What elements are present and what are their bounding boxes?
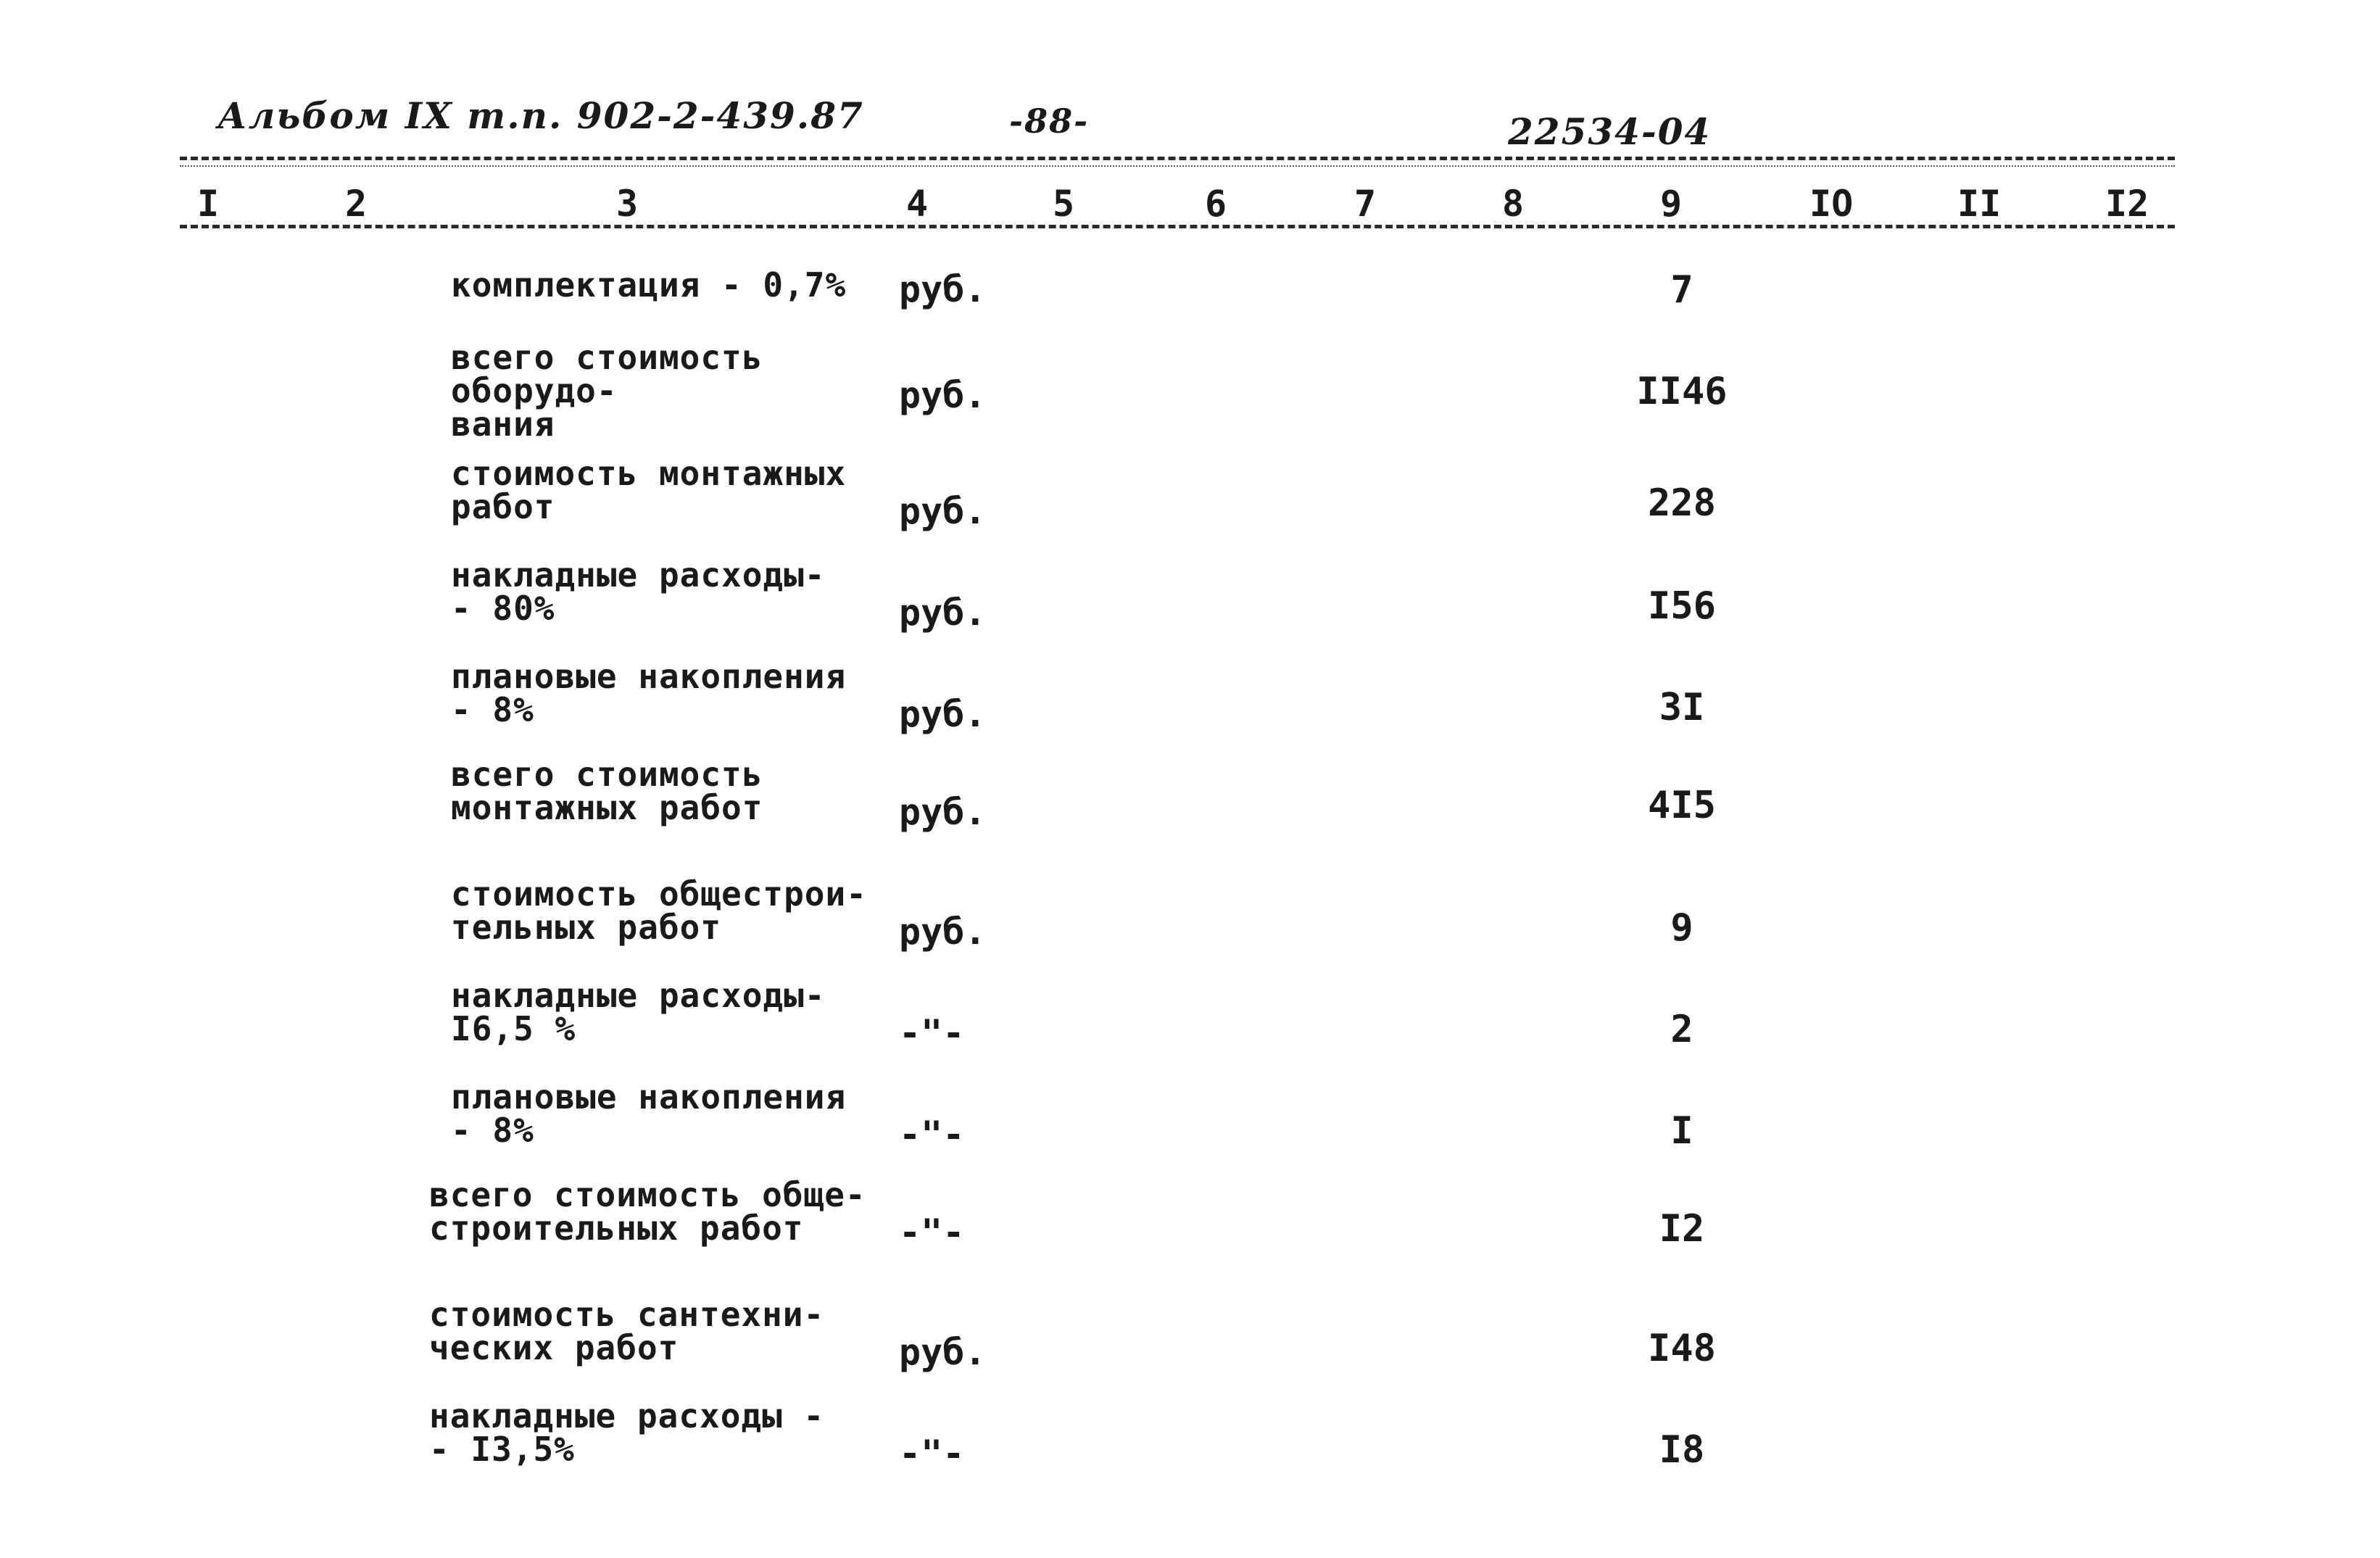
row-unit: руб. — [899, 490, 987, 532]
document-code: 22534-04 — [1508, 110, 1712, 153]
row-value: 2 — [1670, 1008, 1693, 1051]
row-value: 3I — [1659, 686, 1705, 729]
row-value: II46 — [1636, 370, 1728, 413]
column-number-6: 6 — [1205, 183, 1227, 225]
page-number: -88- — [1009, 101, 1090, 141]
column-number-3: 3 — [616, 183, 639, 225]
row-unit: -"- — [899, 1211, 965, 1254]
row-description: комплектация - 0,7% — [451, 265, 847, 304]
row-unit: -"- — [899, 1433, 965, 1475]
column-number-7: 7 — [1354, 183, 1377, 225]
row-unit: руб. — [899, 1331, 987, 1373]
column-number-11: II — [1957, 183, 2002, 225]
row-value: 4I5 — [1648, 784, 1716, 827]
row-unit: руб. — [899, 693, 987, 735]
row-description: накладные расходы - - I3,5% — [429, 1396, 825, 1469]
row-description: плановые накопления - 8% — [451, 1077, 847, 1150]
row-unit: руб. — [899, 592, 987, 634]
row-value: I2 — [1659, 1207, 1705, 1251]
column-number-2: 2 — [345, 183, 368, 225]
column-number-9: 9 — [1660, 183, 1683, 225]
row-description: всего стоимость обще- строительных работ — [429, 1175, 866, 1248]
column-number-4: 4 — [906, 183, 929, 225]
column-number-12: I2 — [2105, 183, 2149, 225]
row-value: I56 — [1648, 584, 1716, 628]
row-description: накладные расходы- I6,5 % — [451, 976, 826, 1048]
row-value: I8 — [1659, 1428, 1705, 1472]
column-number-5: 5 — [1053, 183, 1075, 225]
row-description: всего стоимость оборудо- вания — [451, 338, 763, 444]
row-unit: -"- — [899, 1012, 965, 1054]
column-number-8: 8 — [1502, 183, 1525, 225]
row-description: всего стоимость монтажных работ — [451, 755, 763, 827]
row-value: 7 — [1670, 268, 1693, 312]
column-number-1: I — [197, 183, 220, 225]
column-number-10: IO — [1809, 183, 1854, 225]
row-description: накладные расходы- - 80% — [451, 555, 826, 628]
album-reference: Альбом IX т.п. 902-2-439.87 — [217, 94, 864, 137]
header-rule — [180, 157, 2175, 160]
row-description: стоимость монтажных работ — [451, 454, 847, 526]
row-value: I48 — [1648, 1327, 1716, 1370]
row-value: I — [1670, 1109, 1693, 1153]
row-unit: руб. — [899, 791, 987, 833]
row-unit: руб. — [899, 911, 987, 953]
row-unit: -"- — [899, 1114, 965, 1156]
row-value: 9 — [1670, 906, 1693, 950]
row-description: стоимость общестрои- тельных работ — [451, 874, 867, 947]
row-description: стоимость сантехни- ческих работ — [429, 1295, 825, 1367]
row-description: плановые накопления - 8% — [451, 657, 847, 729]
row-unit: руб. — [899, 374, 987, 416]
row-value: 228 — [1648, 481, 1716, 525]
column-header-rule — [180, 225, 2175, 228]
header-rule-secondary — [180, 165, 2175, 167]
row-unit: руб. — [899, 268, 987, 310]
